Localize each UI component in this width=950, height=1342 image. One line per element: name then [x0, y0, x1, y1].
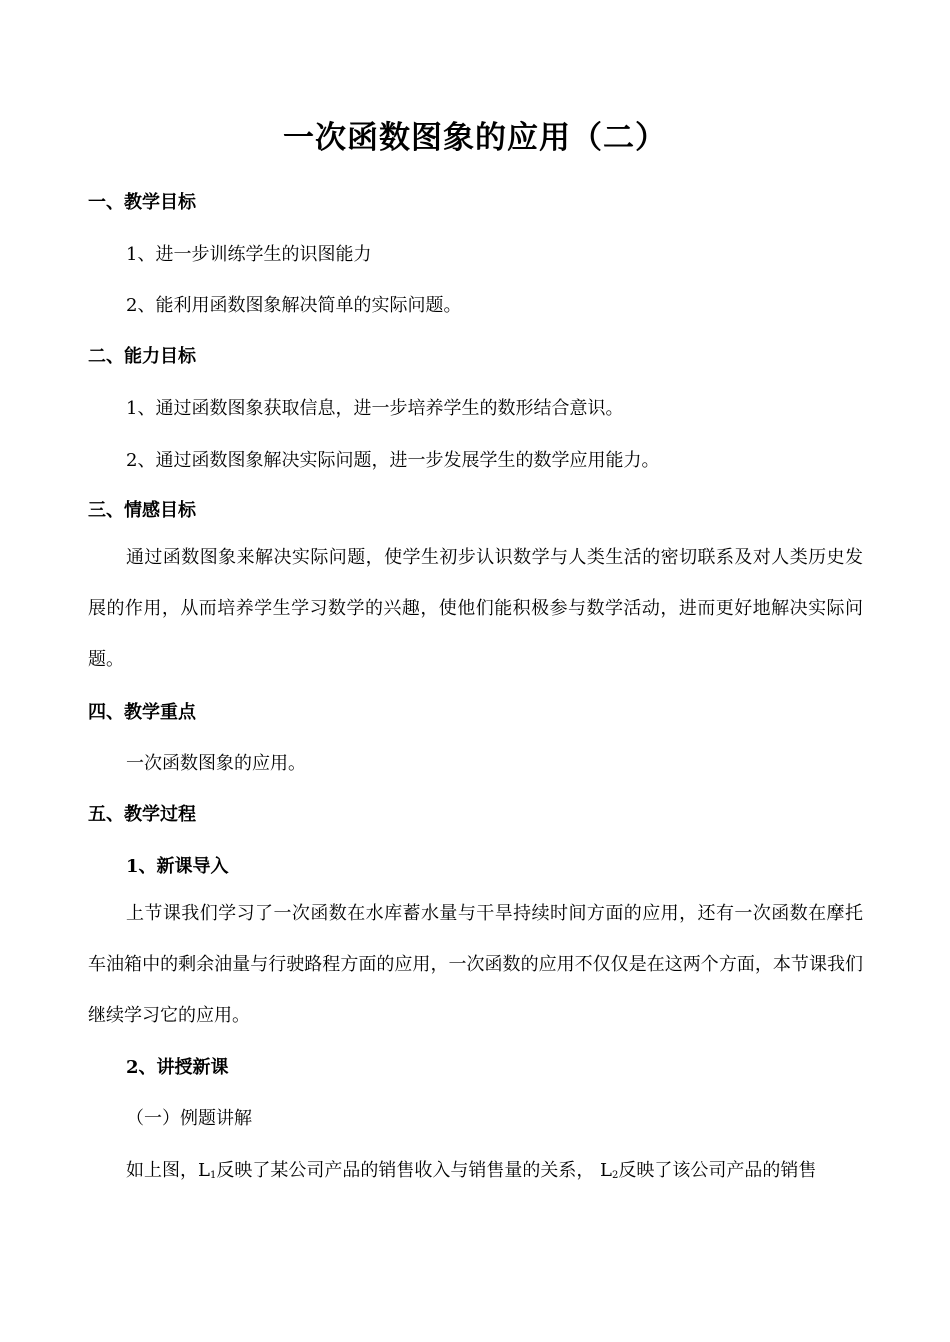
example-text-a: 如上图，L [126, 1160, 210, 1181]
example-text-b: 反映了某公司产品的销售收入与销售量的关系， L [216, 1160, 613, 1181]
section-heading-teaching-goals: 一、教学目标 [88, 192, 196, 213]
emotion-paragraph: 通过函数图象来解决实际问题，使学生初步认识数学与人类生活的密切联系及对人类历史发展的作用，从而培养学生学习数学的兴趣，使他们能积极参与数学活动，进而更好地解决实际问题。 [88, 547, 863, 670]
example-heading: （一）例题讲解 [126, 1108, 252, 1129]
section-heading-key-point: 四、教学重点 [88, 702, 196, 723]
ability-item-2: 2、通过函数图象解决实际问题，进一步发展学生的数学应用能力。 [126, 450, 660, 471]
ability-item-1: 1、通过函数图象获取信息，进一步培养学生的数形结合意识。 [126, 398, 624, 419]
section-heading-ability-goals: 二、能力目标 [88, 346, 196, 367]
intro-paragraph: 上节课我们学习了一次函数在水库蓄水量与干旱持续时间方面的应用，还有一次函数在摩托车油箱中的剩余油量与行驶路程方面的应用，一次函数的应用不仅仅是在这两个方面，本节课我们继续学习它的应用。 [88, 903, 863, 1026]
example-text-line [126, 1156, 866, 1182]
example-text-c: 反映了该公司产品的销售 [618, 1160, 817, 1181]
section-heading-emotion-goals: 三、情感目标 [88, 500, 196, 521]
l2-subscript: 2 [612, 1170, 619, 1181]
l1-subscript: 1 [209, 1170, 217, 1181]
key-point-text: 一次函数图象的应用。 [126, 753, 306, 774]
document-title: 一次函数图象的应用（二） [283, 120, 667, 156]
section-heading-process: 五、教学过程 [88, 804, 196, 825]
subheading-new-lesson: 2、讲授新课 [126, 1057, 229, 1078]
goal-item-1: 1、进一步训练学生的识图能力 [126, 244, 372, 265]
goal-item-2: 2、能利用函数图象解决简单的实际问题。 [126, 295, 462, 316]
subheading-intro: 1、新课导入 [126, 856, 229, 877]
